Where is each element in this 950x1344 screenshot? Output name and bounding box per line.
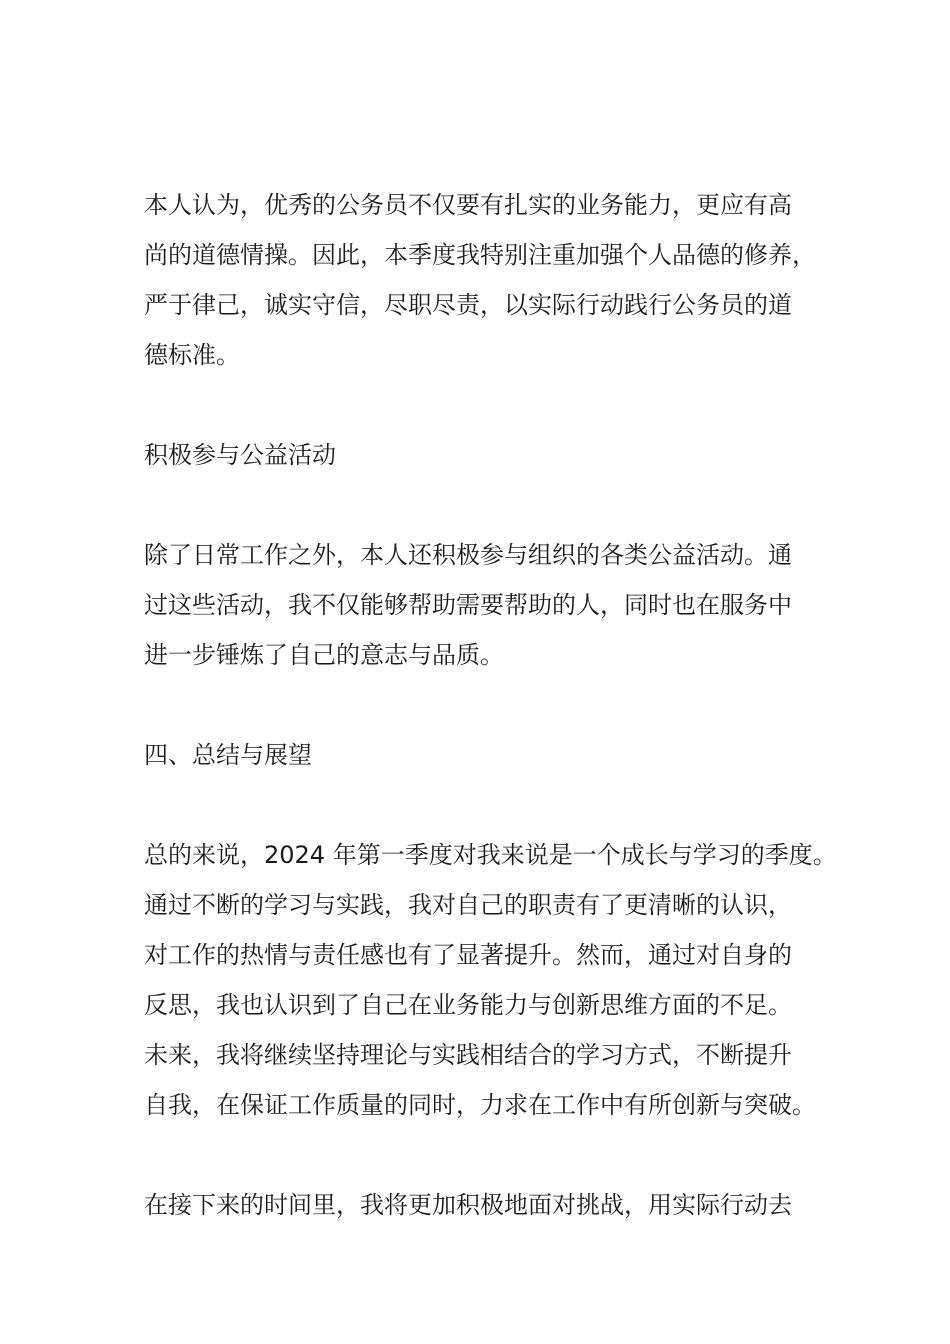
text-line: 除了日常工作之外，本人还积极参与组织的各类公益活动。通 xyxy=(144,541,792,569)
section-heading-public-welfare xyxy=(144,430,824,480)
paragraph-spacer xyxy=(144,1130,824,1180)
text-line: 自我，在保证工作质量的同时，力求在工作中有所创新与突破。 xyxy=(144,1091,816,1119)
heading-text: 积极参与公益活动 xyxy=(144,441,336,469)
text-line: 反思，我也认识到了自己在业务能力与创新思维方面的不足。 xyxy=(144,991,792,1019)
paragraph-spacer xyxy=(144,380,824,430)
text-line: 总的来说，2024 年第一季度对我来说是一个成长与学习的季度。 xyxy=(144,841,837,869)
text-line: 尚的道德情操。因此，本季度我特别注重加强个人品德的修养， xyxy=(144,241,816,269)
heading-text: 四、总结与展望 xyxy=(144,741,312,769)
document-body xyxy=(144,180,837,1230)
text-line: 在接下来的时间里，我将更加积极地面对挑战，用实际行动去 xyxy=(144,1191,792,1219)
paragraph-public-welfare xyxy=(144,530,824,680)
text-line: 进一步锤炼了自己的意志与品质。 xyxy=(144,641,504,669)
paragraph-spacer xyxy=(144,680,824,730)
text-line: 未来，我将继续坚持理论与实践相结合的学习方式，不断提升 xyxy=(144,1041,792,1069)
paragraph-outlook xyxy=(144,1180,824,1230)
paragraph-summary xyxy=(144,830,837,1130)
paragraph-spacer xyxy=(144,480,824,530)
section-heading-summary xyxy=(144,730,824,780)
text-line: 通过不断的学习与实践，我对自己的职责有了更清晰的认识， xyxy=(144,891,792,919)
text-line: 对工作的热情与责任感也有了显著提升。然而，通过对自身的 xyxy=(144,941,792,969)
text-line: 严于律己，诚实守信，尽职尽责，以实际行动践行公务员的道 xyxy=(144,291,792,319)
text-line: 本人认为，优秀的公务员不仅要有扎实的业务能力，更应有高 xyxy=(144,191,792,219)
text-line: 过这些活动，我不仅能够帮助需要帮助的人，同时也在服务中 xyxy=(144,591,792,619)
text-line: 德标准。 xyxy=(144,341,240,369)
paragraph-moral-character xyxy=(144,180,824,380)
paragraph-spacer xyxy=(144,780,824,830)
